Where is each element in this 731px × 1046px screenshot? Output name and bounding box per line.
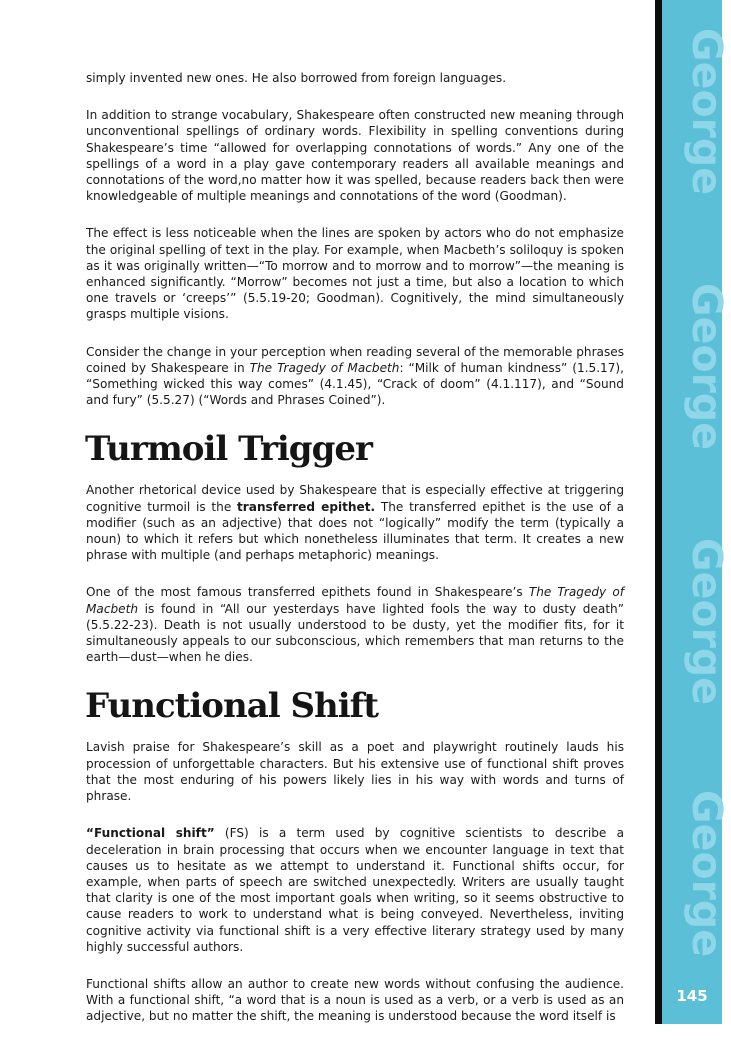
sidebar-word-text: George	[683, 28, 731, 196]
sidebar-word-text: George	[683, 790, 731, 958]
page-number: 145	[676, 987, 708, 1005]
paragraph-functional-shift-definition	[86, 825, 624, 955]
paragraph-epithet-text-a: Another rhetorical device used by Shakespeare that is especially effective at triggering cognitive turmoil is the	[86, 483, 624, 514]
play-title: The Tragedy of Macbeth	[86, 585, 625, 616]
play-title: The Tragedy of Macbeth	[249, 360, 400, 375]
heading-turmoil-trigger: Turmoil Trigger	[85, 429, 372, 470]
paragraph-intro: simply invented new ones. He also borrowed from foreign languages.	[86, 71, 507, 85]
paragraph-transferred-epithet	[86, 482, 624, 563]
sidebar-band	[655, 0, 731, 1024]
term-transferred-epithet: transferred epithet.	[237, 499, 376, 514]
paragraph-soliloquy: The effect is less noticeable when the lines are spoken by actors who do not emphasize the original spelling of text in the play. For example, when Macbeth’s soliloquy is spoken as it was originally written—“To morrow and to morrow and to morrow”—the meaning is enhanced significantly. “Morrow” becomes not just a time, but also a location to which one travels or ‘creeps’” (5.5.19-20; Goodman). Cognitively, the mind simultaneously grasps multiple visions.	[86, 226, 624, 322]
paragraph-dusty-text-b: is found in “All our yesterdays have lighted fools the way to dusty death” (5.5.22-23). Death is not usually understood to be dusty, yet the modifier fits, for it simultaneously appeals to our subconscious, which remembers that man returns to the earth—dust—when he dies.	[86, 601, 624, 665]
paragraph-phrases-text-a: Consider the change in your perception when reading several of the memorable phrases coined by Shakespeare in	[86, 344, 624, 375]
paragraph-dusty-text-a: One of the most famous transferred epithets found in Shakespeare’s	[86, 585, 529, 600]
paragraph-phrases-text-b: : “Milk of human kindness” (1.5.17), “Something wicked this way comes” (4.1.45), “Crack of doom” (4.1.117), and “Sound and fury” (5.5.27) (“Words and Phrases Coined”).	[86, 360, 624, 408]
paragraph-spelling: In addition to strange vocabulary, Shakespeare often constructed new meaning through unconventional spellings of ordinary words. Flexibility in spelling conventions during Shakespeare’s time “allowed for overlapping connotations of words.” Any one of the spellings of a word in a play gave contemporary readers all available meanings and connotations of the word,no matter how it was spelled, because readers back then were knowledgeable of multiple meanings and connotations of the word (Goodman).	[86, 108, 624, 204]
paragraph-phrases	[86, 344, 624, 409]
paragraph-new-words: Functional shifts allow an author to create new words without confusing the audience. With a functional shift, “a word that is a noun is used as a verb, or a verb is used as an adjective, but no matter the shift, the meaning is understood because the word itself is	[86, 976, 624, 1024]
term-functional-shift: “Functional shift”	[86, 826, 215, 841]
paragraph-epithet-text-b: The transferred epithet is the use of a modifier (such as an adjective) that does not “logically” modify the term (typically a noun) to which it refers but which nonetheless illuminates that term. It creates a new phrase with multiple (and perhaps metaphoric) meanings.	[86, 499, 625, 563]
sidebar-word-text: George	[683, 283, 731, 451]
sidebar-word-text: George	[683, 538, 731, 706]
paragraph-lavish-praise: Lavish praise for Shakespeare’s skill as a poet and playwright routinely lauds his procession of unforgettable characters. But his extensive use of functional shift proves that the most enduring of his powers likely lies in his way with words and turns of phrase.	[86, 740, 624, 804]
paragraph-dusty-death	[86, 584, 624, 665]
paragraph-fs-text: (FS) is a term used by cognitive scientists to describe a deceleration in brain processing that occurs when we encounter language in text that causes us to hesitate as we attempt to understand it. Functional shifts occur, for example, when parts of speech are switched unexpectedly. Writers are usually taught that clarity is one of the most important goals when writing, so it seems obstructive to cause readers to work to understand what is being conveyed. Nevertheless, inviting cognitive activity via functional shift is a very effective literary strategy used by many highly successful authors.	[86, 826, 625, 954]
article-body	[86, 70, 624, 1046]
heading-functional-shift: Functional Shift	[85, 686, 379, 727]
